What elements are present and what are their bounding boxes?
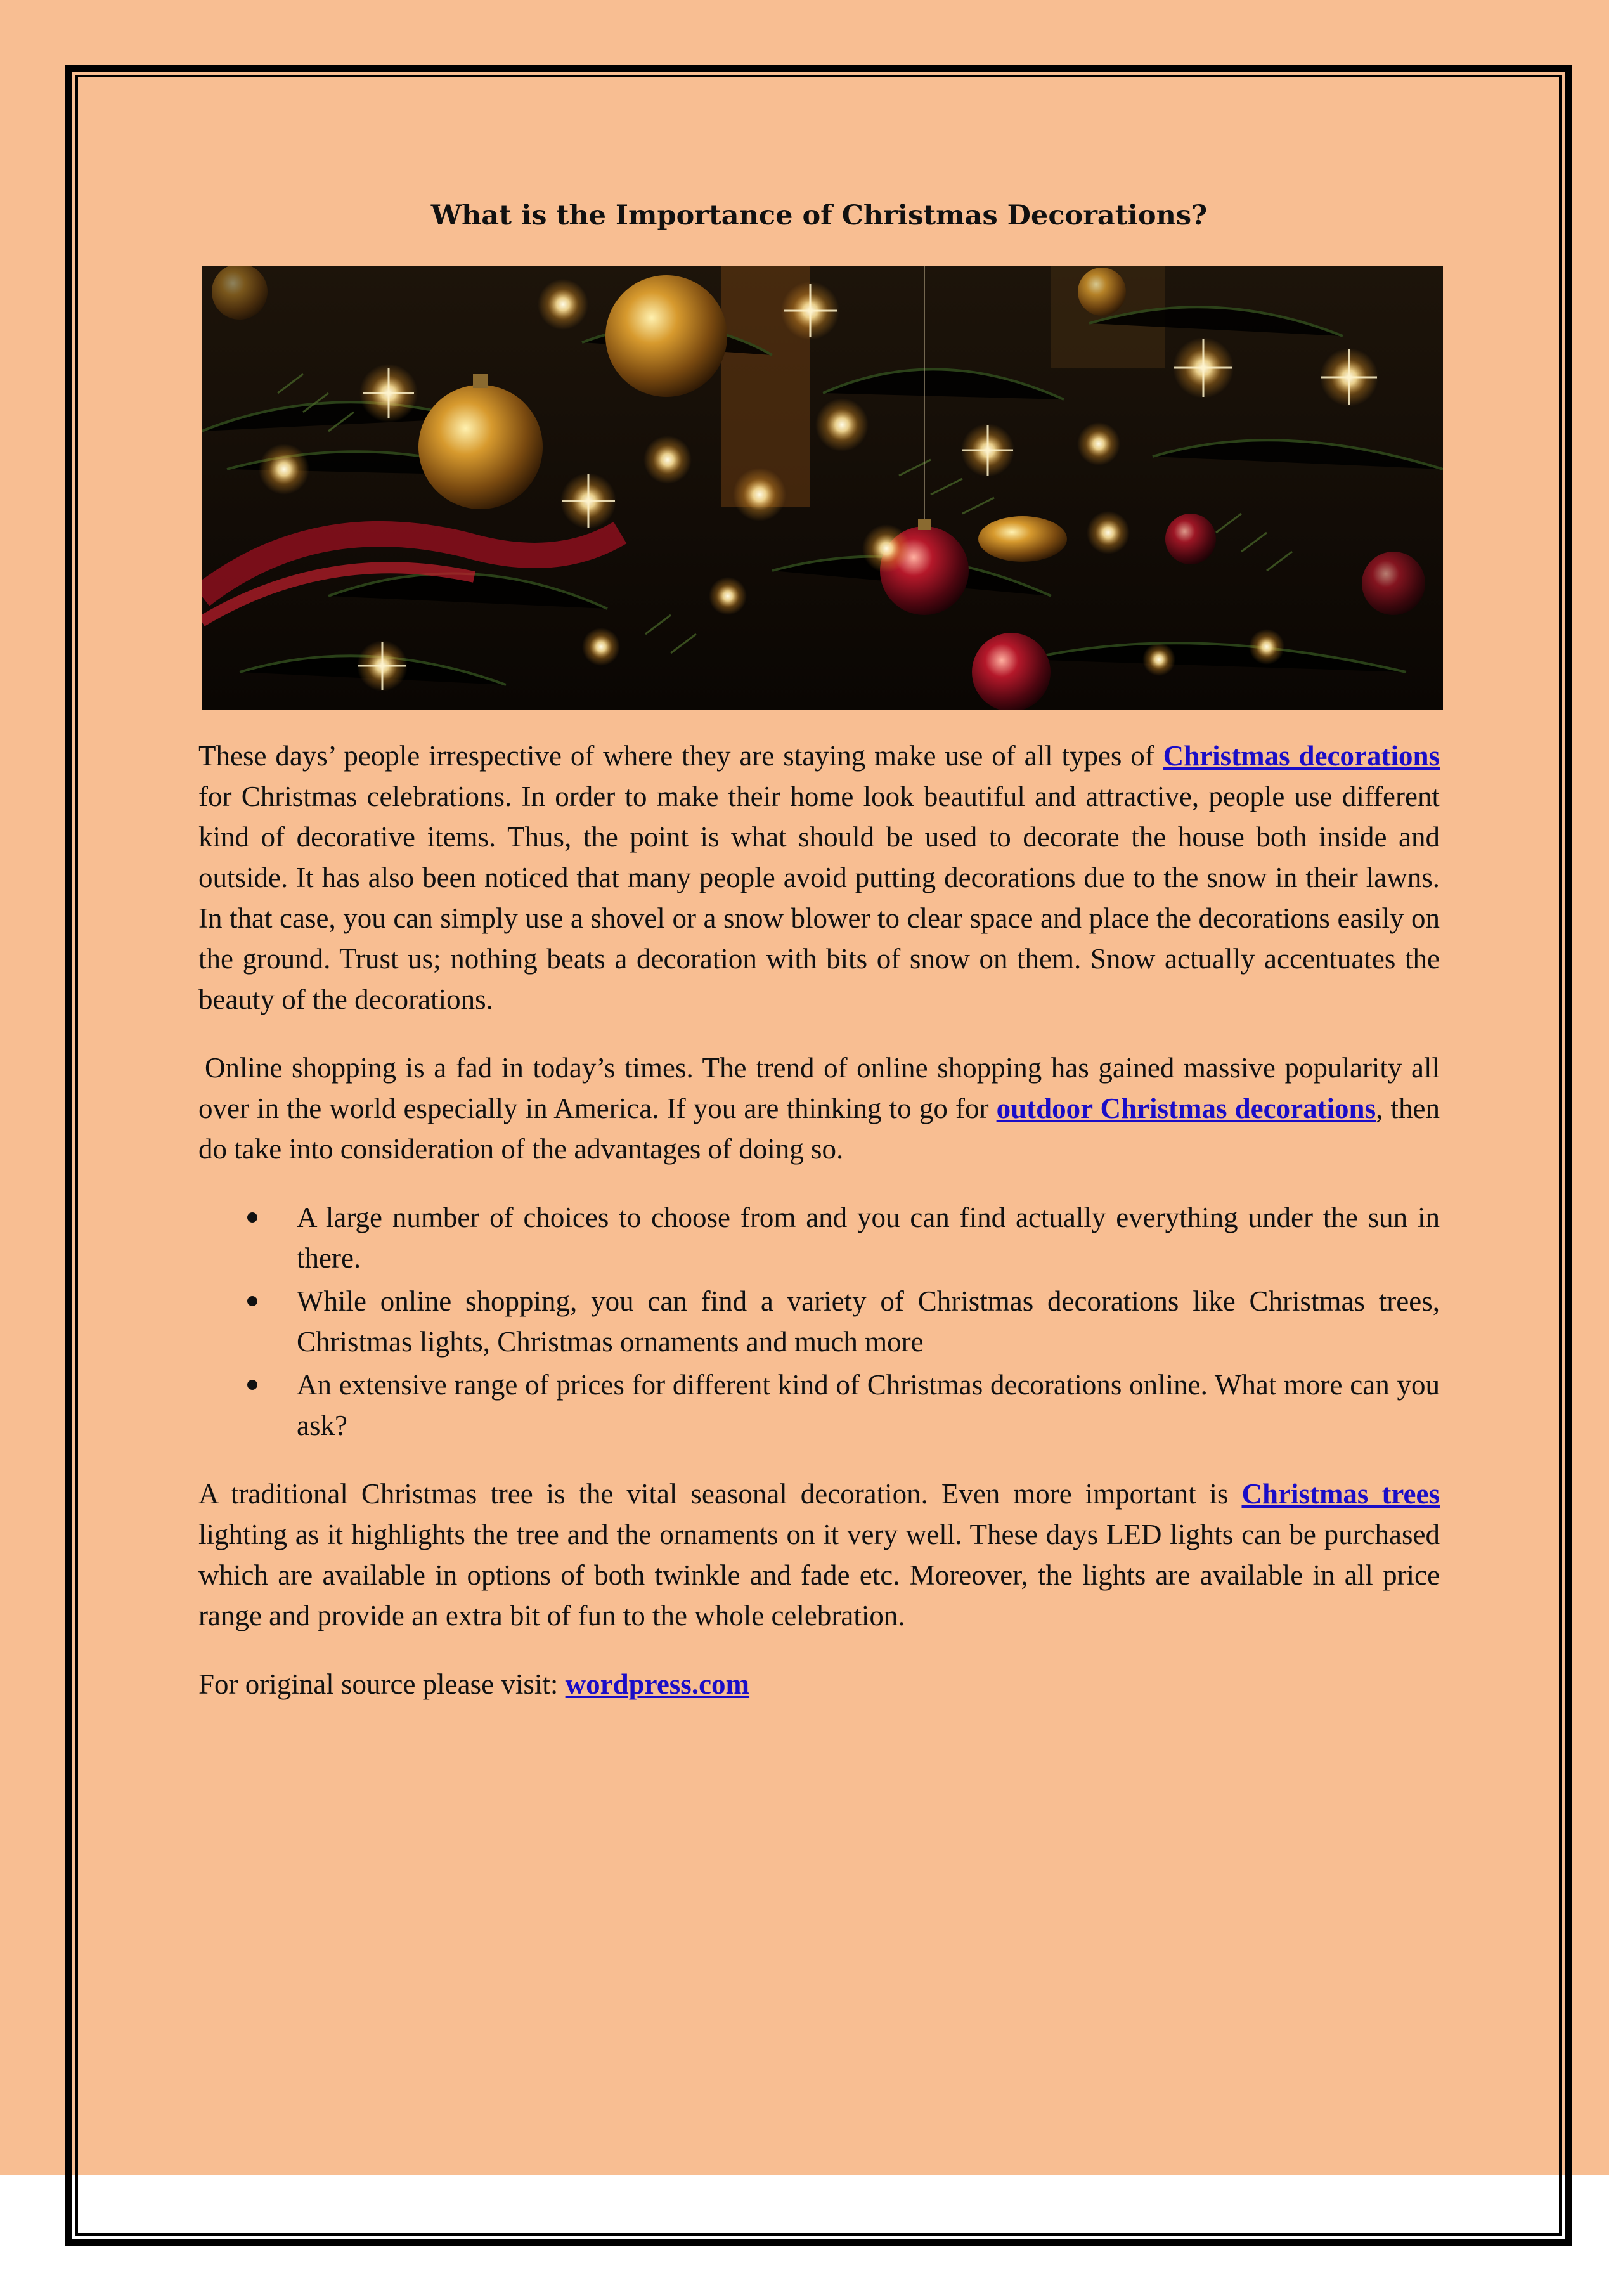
list-item: While online shopping, you can find a variety of Christmas decorations like Christmas trees, Christmas lights, Christmas ornaments and much more (297, 1281, 1440, 1362)
source-line (198, 1664, 1440, 1704)
paragraph-3-text-before: A traditional Christmas tree is the vital seasonal decoration. Even more important is (198, 1478, 1242, 1510)
outdoor-christmas-decorations-link[interactable]: outdoor Christmas decorations (996, 1093, 1376, 1124)
paragraph-2-text-after: , then do take into consideration of the advantages of doing so. (198, 1093, 1440, 1165)
document-content (198, 190, 1440, 1700)
paragraph-2-text-before: Online shopping is a fad in today’s times. The trend of online shopping has gained massive popularity all over in the world especially in America. If you are thinking to go for (198, 1052, 1440, 1124)
article-body (198, 736, 1440, 1732)
wordpress-source-link[interactable]: wordpress.com (565, 1668, 750, 1700)
advantages-list (198, 1197, 1440, 1446)
paragraph-1-text-after: for Christmas celebrations. In order to make their home look beautiful and attractive, people use different kind of decorative items. Thus, the point is what should be used to decorate the house both inside and outside. It has also been noticed that many people avoid putting decorations due to the snow in their lawns. In that case, you can simply use a shovel or a snow blower to clear space and place the decorations easily on the ground. Trust us; nothing beats a decoration with bits of snow on them. Snow actually accentuates the beauty of the decorations. (198, 781, 1440, 1015)
document-title: What is the Importance of Christmas Decorations? (430, 200, 1208, 231)
list-item: A large number of choices to choose from and you can find actually everything under the sun in there. (297, 1197, 1440, 1278)
christmas-trees-link[interactable]: Christmas trees (1241, 1478, 1440, 1510)
list-item: An extensive range of prices for different kind of Christmas decorations online. What more can you ask? (297, 1365, 1440, 1446)
christmas-decorations-link[interactable]: Christmas decorations (1163, 740, 1440, 772)
paragraph-3-text-after: lighting as it highlights the tree and the ornaments on it very well. These days LED lights can be purchased which are available in options of both twinkle and fade etc. Moreover, the lights are available in all price range and provide an extra bit of fun to the whole celebration. (198, 1519, 1440, 1631)
christmas-tree-ornaments-lights-image (202, 266, 1443, 710)
paragraph-1 (198, 736, 1440, 1020)
paragraph-2 (198, 1047, 1440, 1169)
paragraph-3 (198, 1474, 1440, 1636)
source-label: For original source please visit: (198, 1668, 566, 1700)
paragraph-1-text-before: These days’ people irrespective of where they are staying make use of all types of (198, 740, 1163, 772)
